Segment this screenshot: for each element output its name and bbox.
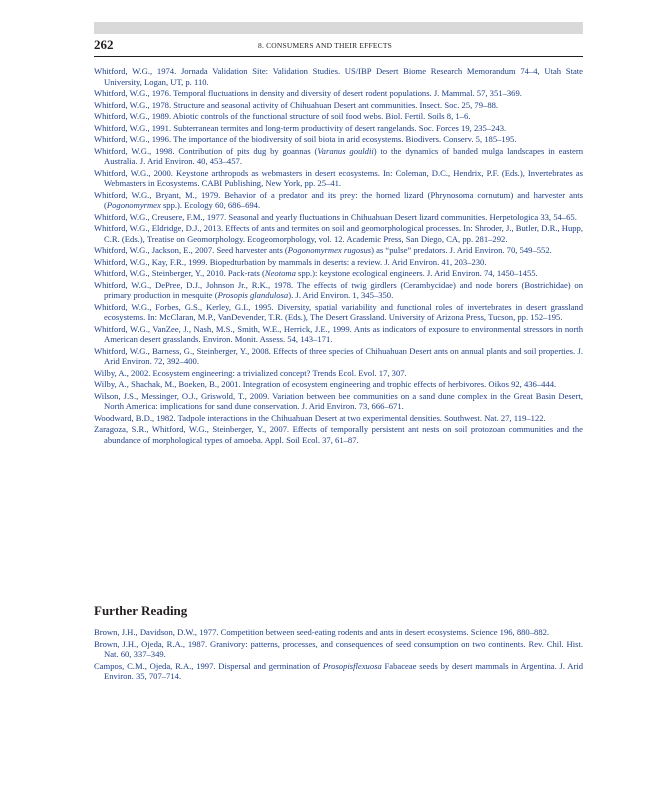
reference-text-cont: spp.). Ecology 60, 686–694. (160, 200, 261, 210)
reference-text: Whitford, W.G., Creusere, F.M., 1977. Seasonal and yearly fluctuations in Chihuahuan Desert lizard communities. Herpetologica 33, 54–65. (94, 211, 577, 222)
reference-text: Whitford, W.G., Barness, G., Steinberger, Y., 2008. Effects of three species of Chihuahuan Desert ants on annual plants and soil properties. J. Arid Environ. 72, 392–400. (94, 345, 583, 366)
reference-text-cont: ) as “pulse” predators. J. Arid Environ. 70, 549–552. (371, 245, 552, 255)
reference-item (94, 324, 583, 345)
reference-text: Zaragoza, S.R., Whitford, W.G., Steinberger, Y., 2007. Effects of temporally persistent ant nests on soil protozoan communities and the abundance of morphological types of amoeba. Appl. Soil Ecol. 37, 61–87. (94, 424, 583, 445)
reference-species-name: Prosopis glandulosa (217, 290, 289, 300)
reference-text: Brown, J.H., Davidson, D.W., 1977. Competition between seed-eating rodents and ants in desert ecosystems. Science 196, 880–882. (94, 627, 550, 637)
reference-item (94, 111, 583, 122)
reference-text: Wilby, A., Shachak, M., Boeken, B., 2001. Integration of ecosystem engineering and trophic effects of herbivores. Oikos 92, 436–444. (94, 379, 557, 389)
reference-item (94, 88, 583, 99)
reference-item (94, 268, 583, 279)
reference-text-cont: ). J. Arid Environ. 1, 345–350. (288, 290, 394, 300)
reference-item (94, 413, 583, 424)
reference-text: Whitford, W.G., Forbes, G.S., Kerley, G.I., 1995. Diversity, spatial variability and functional roles of invertebrates in desert grassland ecosystems. In: McClaran, M.P., VanDevender, T.R. (Eds.), The Desert Grassland. University of Arizona Press, Tucson, pp. 152–195. (94, 301, 583, 322)
reference-item (94, 223, 583, 244)
reference-item (94, 134, 583, 145)
reference-text: Whitford, W.G., 1998. Contribution of pits dug by goannas ( (94, 145, 318, 156)
reference-item (94, 66, 583, 87)
reference-item (94, 212, 583, 223)
reference-item (94, 368, 583, 379)
reference-species-name: Varanus gouldii (317, 145, 374, 156)
running-head: 8. CONSUMERS AND THEIR EFFECTS (258, 41, 393, 50)
reference-species-name: Pogonomyrmex rugosus (287, 245, 372, 255)
reference-item (94, 424, 583, 445)
reference-item (94, 123, 583, 134)
reference-text: Whitford, W.G., 1989. Abiotic controls of the functional structure of soil food webs. Biol. Fertil. Soils 8, 1–6. (94, 111, 471, 121)
reference-item (94, 379, 583, 390)
reference-text: Wilson, J.S., Messinger, O.J., Griswold, T., 2009. Variation between bee communities on a sand dune complex in the Great Basin Desert, North America: implications for sand dune conservation. J. Arid Environ. 73, 666–671. (94, 390, 583, 411)
reference-text: Whitford, W.G., 1978. Structure and seasonal activity of Chihuahuan Desert ant communities. Insect. Soc. 25, 79–88. (94, 99, 499, 110)
reference-text: Whitford, W.G., Steinberger, Y., 2010. Pack-rats ( (94, 268, 265, 278)
reference-item (94, 190, 583, 211)
reference-text: Whitford, W.G., Jackson, E., 2007. Seed harvester ants ( (94, 245, 288, 255)
reference-text: Whitford, W.G., Bryant, M., 1979. Behavior of a predator and its prey: the horned lizard (Phrynosoma cornutum) and harvester ants ( (94, 189, 583, 210)
reference-text: Wilby, A., 2002. Ecosystem engineering: a trivialized concept? Trends Ecol. Evol. 17, 307. (94, 367, 407, 378)
reference-item (94, 346, 583, 367)
header-rule (94, 56, 583, 57)
reference-item (94, 168, 583, 189)
reference-item (94, 391, 583, 412)
reference-text-cont: Fabaceae seeds by desert mammals in Argentina. J. Arid Environ. 35, 707–714. (104, 660, 583, 681)
further-reading-item (94, 627, 583, 638)
reference-text: Whitford, W.G., 1974. Jornada Validation Site: Validation Studies. US/IBP Desert Biome Research Memorandum 74–4, Utah State University, Logan, UT, p. 110. (94, 66, 583, 87)
reference-item (94, 302, 583, 323)
header-bar (94, 22, 583, 34)
reference-list (94, 66, 583, 446)
further-reading-item (94, 639, 583, 660)
reference-text: Whitford, W.G., DePree, D.J., Johnson Jr., R.K., 1978. The effects of twig girdlers (Cerambycidae) and node borers (Bostrichidae) on primary production in mesquite ( (94, 279, 583, 300)
reference-item (94, 257, 583, 268)
reference-text: Whitford, W.G., VanZee, J., Nash, M.S., Smith, W.E., Herrick, J.E., 1999. Ants as indicators of exposure to environmental stressors in north American desert grasslands. Environ. Monit. Assess. 54, 143–171. (94, 323, 583, 344)
reference-item (94, 100, 583, 111)
reference-text-cont: spp.): keystone ecological engineers. J. Arid Environ. 74, 1450–1455. (295, 268, 538, 278)
reference-text: Campos, C.M., Ojeda, R.A., 1997. Dispersal and germination of (94, 660, 323, 671)
reference-text-cont: ) to the dynamics of banded mulga landscapes in eastern Australia. J. Arid Environ. 40, 453–457. (104, 145, 584, 166)
further-reading-list (94, 627, 583, 683)
reference-item (94, 280, 583, 301)
reference-text: Whitford, W.G., 1991. Subterranean termites and long-term productivity of desert rangelands. Soc. Forces 19, 235–243. (94, 122, 507, 133)
reference-item (94, 245, 583, 256)
page-number: 262 (94, 37, 114, 52)
reference-text: Whitford, W.G., 1976. Temporal fluctuations in density and diversity of desert rodent populations. J. Mammal. 57, 351–369. (94, 88, 522, 98)
reference-text: Whitford, W.G., Eldridge, D.J., 2013. Effects of ants and termites on soil and geomorphological processes. In: Shroder, J., Butler, D.R., Hupp, C.R. (Eds.), Treatise on Geomorphology. Ecogeomorphology, vol. 12. Academic Press, San Diego, CA, pp. 281–292. (94, 223, 583, 244)
reference-text: Whitford, W.G., Kay, F.R., 1999. Biopedturbation by mammals in deserts: a review. J. Arid Environ. 41, 203–230. (94, 256, 487, 267)
reference-item (94, 146, 583, 167)
reference-text: Woodward, B.D., 1982. Tadpole interactions in the Chihuahuan Desert at two experimental densities. Southwest. Nat. 27, 119–122. (94, 412, 546, 423)
reference-text: Whitford, W.G., 1996. The importance of the biodiversity of soil biota in arid ecosystems. Biodivers. Conserv. 5, 185–195. (94, 134, 517, 144)
further-reading-item (94, 661, 583, 682)
reference-species-name: Neotoma (264, 268, 296, 278)
reference-text: Brown, J.H., Ojeda, R.A., 1987. Granivory: patterns, processes, and consequences of seed consumption on two continents. Rev. Chil. Hist. Nat. 60, 337–349. (94, 638, 583, 659)
further-reading-heading: Further Reading (94, 603, 188, 618)
reference-text: Whitford, W.G., 2000. Keystone arthropods as webmasters in desert ecosystems. In: Coleman, D.C., Hendrix, P.F. (Eds.), Invertebrates as Webmasters in Ecosystems. CABI Publishing, New York, pp. 25–41. (94, 167, 583, 188)
reference-species-name: Prosopisflexuosa (322, 660, 382, 671)
reference-species-name: Pogonomyrmex (106, 200, 161, 210)
